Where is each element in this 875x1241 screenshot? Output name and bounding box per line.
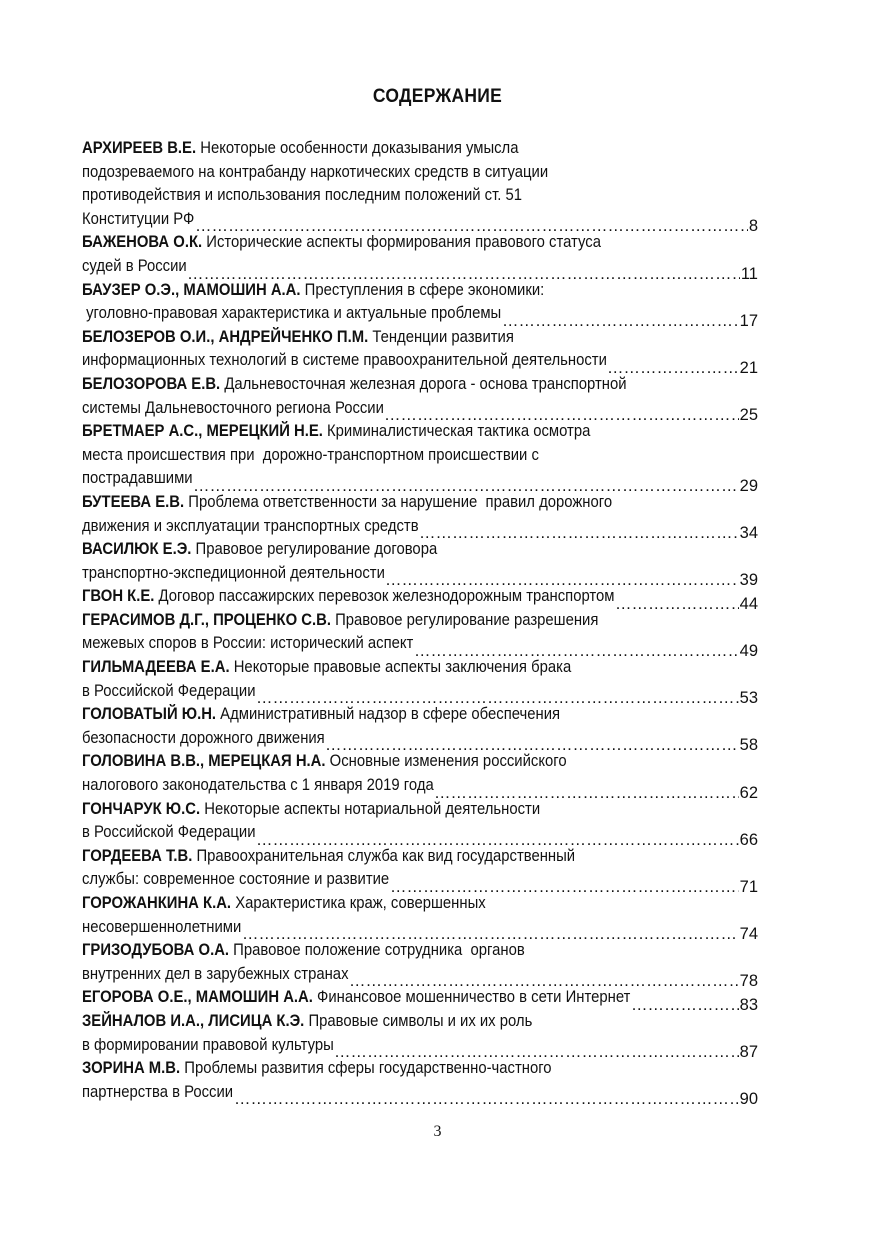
- toc-entry-text: информационных технологий в системе правоохранительной деятельности: [82, 351, 607, 370]
- toc-entry-author: БЕЛОЗОРОВА Е.В.: [82, 374, 221, 393]
- toc-entry-line: [82, 444, 758, 468]
- toc-entry-page: 49: [739, 642, 758, 661]
- toc-entry-text: Криминалистическая тактика осмотра: [327, 422, 591, 441]
- toc-entry-text: Некоторые правовые аспекты заключения брака: [233, 658, 572, 677]
- toc-entry-text: межевых споров в России: исторический аспект: [82, 634, 414, 653]
- toc-entry-page: 17: [739, 311, 758, 330]
- toc-entry-text: места происшествия при дорожно-транспортном происшествии с: [82, 445, 539, 464]
- toc-entry-page: 78: [739, 972, 758, 991]
- toc-entry-author: ГРИЗОДУБОВА О.А.: [82, 941, 230, 960]
- toc-entry-text: Основные изменения российского: [329, 752, 567, 771]
- toc-entry-line: [82, 184, 758, 208]
- toc-entry-text: Конституции РФ: [82, 209, 195, 228]
- toc-entry-author: АРХИРЕЕВ В.Е.: [82, 139, 197, 157]
- toc-entry-page: 21: [739, 358, 758, 377]
- table-of-contents: [82, 137, 758, 1109]
- toc-entry-author: БАУЗЕР О.Э., МАМОШИН А.А.: [82, 280, 301, 299]
- page-number: 3: [433, 1123, 442, 1140]
- toc-entry-author: БРЕТМАЕР А.С., МЕРЕЦКИЙ Н.Е.: [82, 422, 323, 441]
- toc-entry-text: Дальневосточная железная дорога - основа транспортной: [224, 374, 627, 393]
- toc-entry-text: противодействия и использования последним положений ст. 51: [82, 186, 523, 205]
- toc-entry-author: БАЖЕНОВА О.К.: [82, 233, 203, 252]
- toc-entry-text: Характеристика краж, совершенных: [235, 894, 486, 912]
- toc-entry-last-line: [82, 727, 758, 755]
- toc-entry-text: Административный надзор в сфере обеспечения: [220, 705, 561, 724]
- toc-entry-author: ВАСИЛЮК Е.Э.: [82, 540, 192, 559]
- toc-entry-last-line: [82, 963, 758, 991]
- toc-entry-text: Некоторые особенности доказывания умысла: [200, 139, 519, 157]
- toc-entry-last-line: [82, 349, 758, 377]
- toc-entry-text: транспортно-экспедиционной деятельности: [82, 563, 385, 582]
- dot-leader: [502, 310, 739, 334]
- toc-entry-last-line: [82, 774, 758, 802]
- page-title: СОДЕРЖАНИЕ: [372, 86, 503, 107]
- toc-entry-text: Проблемы развития сферы государственно-частного: [184, 1059, 552, 1078]
- toc-entry-text: Правовое положение сотрудника органов: [233, 941, 525, 960]
- toc-entry-last-line: [82, 868, 758, 896]
- toc-entry-page: 8: [748, 217, 758, 236]
- toc-entry-text: службы: современное состояние и развитие: [82, 870, 390, 889]
- toc-entry-text: в формировании правовой культуры: [82, 1035, 334, 1054]
- toc-entry: [82, 137, 758, 236]
- toc-entry-author: ГОЛОВАТЫЙ Ю.Н.: [82, 705, 217, 724]
- dot-leader: [234, 1088, 739, 1112]
- toc-entry-author: ЗОРИНА М.В.: [82, 1059, 181, 1078]
- toc-entry-text: уголовно-правовая характеристика и актуальные проблемы: [82, 304, 502, 323]
- toc-entry-last-line: [82, 632, 758, 661]
- toc-entry-page: 58: [739, 736, 758, 755]
- toc-entry-text: системы Дальневосточного региона России: [82, 398, 384, 417]
- toc-entry-text: Правовое регулирование разрешения: [335, 610, 599, 629]
- toc-entry-page: 90: [739, 1090, 758, 1109]
- toc-entry-last-line: [82, 467, 758, 495]
- toc-entry-last-line: [82, 1081, 758, 1109]
- toc-entry-last-line: [82, 821, 758, 849]
- toc-entry-page: 39: [739, 571, 758, 590]
- toc-entry-page: 83: [739, 995, 758, 1014]
- toc-entry-page: 71: [739, 878, 758, 896]
- dot-leader: [419, 522, 739, 546]
- toc-entry-text: налогового законодательства с 1 января 2019 года: [82, 776, 434, 795]
- toc-entry-text: Преступления в сфере экономики:: [304, 280, 545, 299]
- toc-entry-last-line: [82, 515, 758, 543]
- toc-entry-page: 74: [739, 925, 758, 944]
- toc-entry-text: Правоохранительная служба как вид государственный: [196, 846, 576, 865]
- toc-entry-last-line: [82, 1034, 758, 1062]
- toc-entry-page: 87: [739, 1043, 758, 1062]
- dot-leader: [631, 994, 739, 1018]
- toc-entry-page: 34: [739, 524, 758, 543]
- toc-entry-last-line: [82, 208, 758, 236]
- dot-leader: [607, 357, 739, 381]
- toc-entry-text: Тенденции развития: [372, 327, 514, 346]
- toc-entry-page: 62: [739, 783, 758, 802]
- toc-entry-text: в Российской Федерации: [82, 681, 256, 700]
- dot-leader: [615, 593, 739, 617]
- toc-entry-author: БУТЕЕВА Е.В.: [82, 492, 185, 511]
- toc-entry-author: ГОЛОВИНА В.В., МЕРЕЦКАЯ Н.А.: [82, 752, 326, 771]
- toc-entry-author: БЕЛОЗЕРОВ О.И., АНДРЕЙЧЕНКО П.М.: [82, 327, 369, 346]
- toc-entry-text: в Российской Федерации: [82, 823, 256, 842]
- toc-entry-line: [82, 137, 758, 161]
- toc-entry-text: внутренних дел в зарубежных странах: [82, 964, 349, 983]
- toc-entry-text: безопасности дорожного движения: [82, 728, 325, 747]
- toc-entry-text: движения и эксплуатации транспортных средств: [82, 516, 419, 535]
- toc-entry-last-line: [82, 255, 758, 283]
- toc-entry-author: ЗЕЙНАЛОВ И.А., ЛИСИЦА К.Э.: [82, 1011, 305, 1030]
- toc-entry-last-line: [82, 397, 758, 425]
- toc-entry-page: 25: [739, 406, 758, 425]
- toc-entry-last-line: [82, 916, 758, 944]
- toc-entry-last-line: [82, 562, 758, 590]
- toc-entry-text: Проблема ответственности за нарушение правил дорожного: [188, 492, 613, 511]
- toc-entry-text: Правовые символы и их их роль: [308, 1011, 533, 1030]
- toc-entry-page: 11: [740, 264, 758, 283]
- toc-entry-text: несовершеннолетними: [82, 917, 242, 936]
- toc-entry-last-line: [82, 302, 758, 330]
- toc-entry-text: Правовое регулирование договора: [195, 540, 438, 559]
- toc-entry-page: 44: [739, 594, 758, 613]
- toc-entry-text: Некоторые аспекты нотариальной деятельности: [204, 799, 541, 818]
- toc-entry-author: ГОНЧАРУК Ю.С.: [82, 799, 201, 818]
- toc-entry-line: [82, 161, 758, 185]
- toc-entry-author: ГОРДЕЕВА Т.В.: [82, 846, 193, 865]
- toc-entry-text: подозреваемого на контрабанду наркотических средств в ситуации: [82, 162, 549, 181]
- toc-entry-text: Исторические аспекты формирования правового статуса: [206, 233, 601, 252]
- toc-entry-author: ГЕРАСИМОВ Д.Г., ПРОЦЕНКО С.В.: [82, 610, 331, 629]
- toc-entry: [82, 420, 758, 495]
- toc-entry-page: 66: [739, 830, 758, 849]
- toc-entry-author: ЕГОРОВА О.Е., МАМОШИН А.А.: [82, 988, 313, 1007]
- toc-entry-page: 29: [739, 476, 758, 495]
- toc-entry-text: судей в России: [82, 256, 187, 275]
- toc-entry-author: ГОРОЖАНКИНА К.А.: [82, 894, 232, 912]
- toc-entry-author: ГИЛЬМАДЕЕВА Е.А.: [82, 658, 230, 677]
- toc-entry-last-line: [82, 680, 758, 708]
- toc-entry-author: ГВОН К.Е.: [82, 587, 155, 606]
- toc-entry-text: Договор пассажирских перевозок железнодорожным транспортом: [158, 587, 615, 606]
- toc-entry-text: пострадавшими: [82, 469, 193, 488]
- toc-entry-page: 53: [739, 689, 758, 708]
- toc-entry-text: Финансовое мошенничество в сети Интернет: [317, 988, 631, 1007]
- toc-entry-text: партнерства в России: [82, 1082, 234, 1101]
